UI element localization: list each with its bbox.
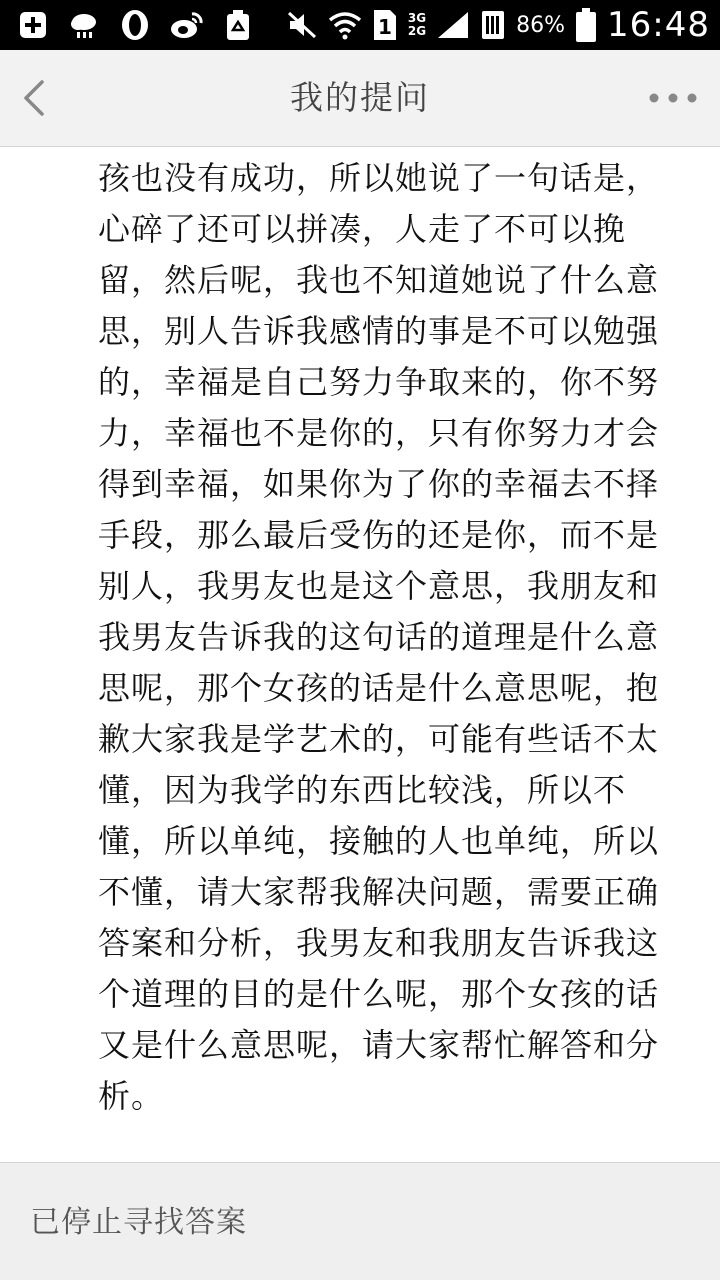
more-dots-icon[interactable] (648, 88, 698, 108)
sim-icon (372, 8, 398, 42)
network-type (408, 12, 426, 38)
question-content[interactable] (0, 147, 720, 1162)
weibo-icon (170, 10, 204, 40)
app-header (0, 50, 720, 147)
battery-percent: 86% (516, 12, 566, 38)
status-bar (0, 0, 720, 50)
mute-icon (286, 10, 318, 40)
clock: 16:48 (607, 5, 710, 45)
recycle-icon (224, 8, 252, 42)
battery-icon (575, 7, 597, 43)
page-title: 我的提问 (290, 78, 430, 117)
weather-icon (68, 10, 100, 40)
answer-status-text: 已停止寻找答案 (30, 1205, 247, 1240)
notification-icons (18, 0, 252, 50)
network-type-bottom: 2G (407, 24, 427, 38)
add-icon (18, 10, 48, 40)
wifi-icon (328, 10, 362, 40)
system-status (286, 0, 710, 50)
answer-status-bar (0, 1162, 720, 1280)
opera-icon (120, 8, 150, 42)
question-text: 孩也没有成功，所以她说了一句话是，心碎了还可以拼凑，人走了不可以挽留，然后呢，我也不知道她说了什么意思，别人告诉我感情的事是不可以勉强的，幸福是自己努力争取来的，你不努力，幸福也不是你的，只有你努力才会得到幸福，如果你为了你的幸福去不择手段，那么最后受伤的还是你，而不是别人，我男友也是这个意思，我朋友和我男友告诉我的这句话的道理是什么意思呢，那个女孩的话是什么意思呢，抱歉大家我是学艺术的，可能有些话不太懂，因为我学的东西比较浅，所以不懂，所以单纯，接触的人也单纯，所以不懂，请大家帮我解决问题，需要正确答案和分析，我男友和我朋友告诉我这个道理的目的是什么呢，那个女孩的话又是什么意思呢，请大家帮忙解答和分析。 (98, 159, 660, 1115)
signal-icon (436, 10, 470, 40)
storage-icon (480, 9, 506, 41)
svg-text:1: 1 (377, 15, 392, 39)
network-type-top: 3G (407, 11, 427, 25)
